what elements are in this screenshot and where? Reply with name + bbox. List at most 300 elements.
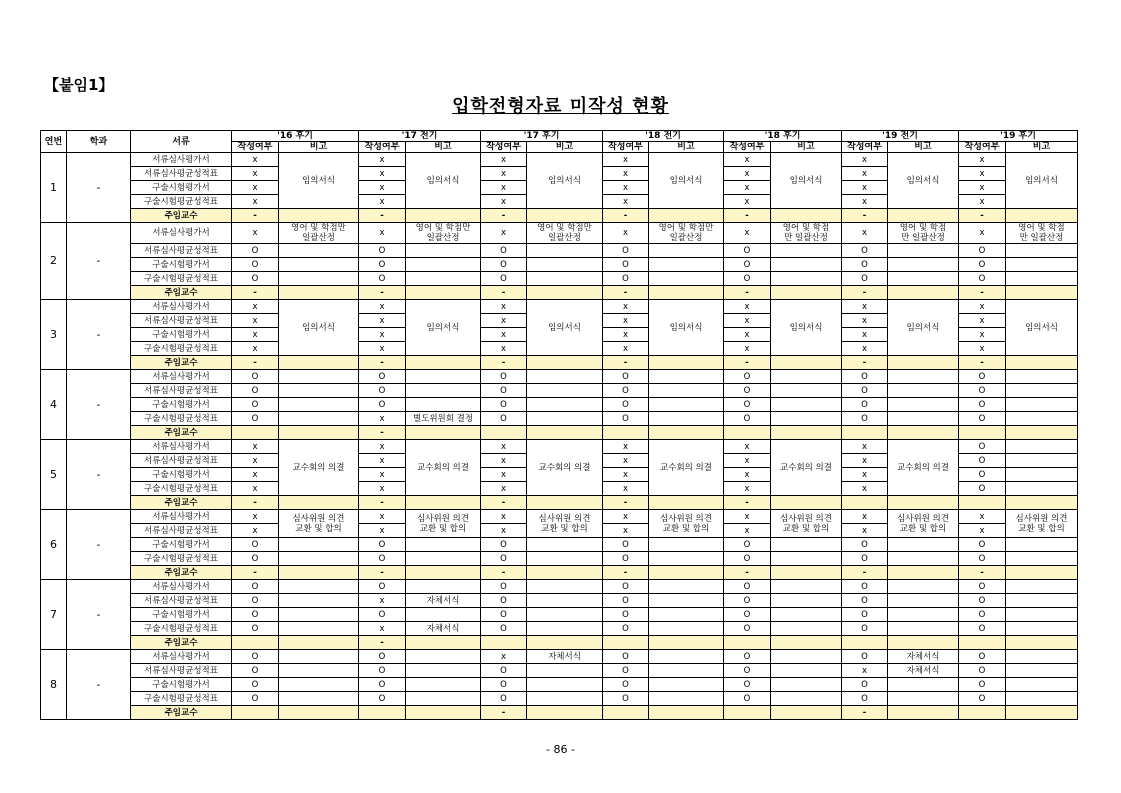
note-cell (527, 370, 603, 384)
professor-cell (649, 566, 724, 580)
written-status: x (481, 440, 527, 454)
written-status: O (232, 538, 279, 552)
written-status: O (724, 678, 771, 692)
note-cell (888, 692, 959, 706)
professor-cell: - (959, 566, 1006, 580)
written-status: O (959, 272, 1006, 286)
doc-name: 구술시험평균성적표 (131, 342, 232, 356)
written-status: x (603, 300, 649, 314)
written-status: O (603, 384, 649, 398)
written-status: x (842, 664, 888, 678)
note-cell (527, 580, 603, 594)
written-status: O (481, 692, 527, 706)
written-status: O (959, 580, 1006, 594)
written-status: O (842, 622, 888, 636)
note-cell: 심사위원 의견 교환 및 합의 (649, 510, 724, 538)
note-cell: 임의서식 (1006, 300, 1078, 356)
written-status: O (959, 552, 1006, 566)
professor-cell: - (842, 209, 888, 223)
page-number: - 86 - (546, 743, 575, 756)
professor-cell: - (603, 496, 649, 510)
written-status: x (603, 482, 649, 496)
written-status: x (842, 223, 888, 244)
written-status: x (481, 314, 527, 328)
header-term: '19 전기 (842, 131, 959, 142)
written-status: x (359, 167, 406, 181)
header-note: 비고 (888, 142, 959, 153)
professor-row (41, 426, 1078, 440)
note-cell (1006, 370, 1078, 384)
professor-cell (232, 426, 279, 440)
doc-name: 서류심사평균성적표 (131, 314, 232, 328)
written-status: x (724, 440, 771, 454)
note-cell (527, 594, 603, 608)
note-cell (888, 258, 959, 272)
professor-cell (649, 356, 724, 370)
professor-cell (527, 426, 603, 440)
written-status: x (359, 223, 406, 244)
note-cell (527, 412, 603, 426)
written-status: x (603, 440, 649, 454)
written-status: O (603, 398, 649, 412)
note-cell (649, 664, 724, 678)
written-status: O (481, 258, 527, 272)
written-status: x (481, 153, 527, 167)
table-row (41, 594, 1078, 608)
note-cell (771, 244, 842, 258)
written-status: x (603, 181, 649, 195)
written-status: x (359, 454, 406, 468)
written-status: x (724, 468, 771, 482)
table-row (41, 384, 1078, 398)
professor-cell (279, 706, 359, 720)
written-status: x (359, 482, 406, 496)
note-cell: 심사위원 의견 교환 및 합의 (406, 510, 481, 538)
professor-cell (406, 426, 481, 440)
row-number: 3 (41, 300, 67, 370)
dept-cell: - (67, 300, 131, 370)
professor-cell (527, 706, 603, 720)
written-status: x (359, 314, 406, 328)
header-note: 비고 (771, 142, 842, 153)
written-status: x (481, 300, 527, 314)
note-cell (279, 594, 359, 608)
note-cell (771, 608, 842, 622)
written-status: O (481, 608, 527, 622)
professor-cell: - (481, 209, 527, 223)
professor-cell (842, 496, 888, 510)
written-status: O (842, 552, 888, 566)
note-cell (279, 552, 359, 566)
written-status: x (232, 454, 279, 468)
written-status: O (959, 468, 1006, 482)
professor-cell: - (842, 706, 888, 720)
written-status: x (603, 342, 649, 356)
professor-cell (1006, 566, 1078, 580)
written-status: O (842, 594, 888, 608)
professor-cell (649, 636, 724, 650)
written-status: x (724, 524, 771, 538)
dept-cell: - (67, 440, 131, 510)
written-status: O (603, 412, 649, 426)
row-number: 7 (41, 580, 67, 650)
note-cell (1006, 594, 1078, 608)
written-status: O (232, 608, 279, 622)
written-status: x (959, 153, 1006, 167)
professor-cell (771, 566, 842, 580)
written-status: x (603, 314, 649, 328)
professor-cell: - (724, 209, 771, 223)
doc-name: 서류심사평가서 (131, 153, 232, 167)
note-cell (1006, 454, 1078, 468)
written-status: O (359, 272, 406, 286)
written-status: O (481, 370, 527, 384)
professor-cell: - (232, 356, 279, 370)
header-term: '17 전기 (359, 131, 481, 142)
note-cell (1006, 538, 1078, 552)
written-status: O (232, 552, 279, 566)
professor-label: 주임교수 (131, 636, 232, 650)
professor-label: 주임교수 (131, 496, 232, 510)
doc-name: 서류심사평가서 (131, 580, 232, 594)
written-status: x (842, 482, 888, 496)
written-status: x (842, 454, 888, 468)
note-cell: 임의서식 (771, 153, 842, 209)
written-status: x (724, 314, 771, 328)
professor-cell: - (359, 636, 406, 650)
written-status: O (603, 608, 649, 622)
written-status: O (959, 412, 1006, 426)
note-cell (527, 272, 603, 286)
written-status: x (232, 328, 279, 342)
written-status: x (359, 195, 406, 209)
header-term: '18 후기 (724, 131, 842, 142)
note-cell: 임의서식 (649, 153, 724, 209)
written-status: O (359, 244, 406, 258)
professor-cell (959, 706, 1006, 720)
note-cell (771, 258, 842, 272)
note-cell (649, 608, 724, 622)
note-cell: 자체서식 (527, 650, 603, 664)
table-row (41, 678, 1078, 692)
written-status: x (359, 181, 406, 195)
note-cell (279, 398, 359, 412)
written-status: x (724, 300, 771, 314)
table-row (41, 622, 1078, 636)
written-status: O (603, 552, 649, 566)
table-row (41, 412, 1078, 426)
professor-cell (406, 566, 481, 580)
professor-cell (406, 636, 481, 650)
written-status: x (481, 468, 527, 482)
note-cell (406, 678, 481, 692)
written-status: O (359, 650, 406, 664)
table-row (41, 258, 1078, 272)
note-cell (279, 538, 359, 552)
note-cell (649, 580, 724, 594)
note-cell (406, 244, 481, 258)
note-cell (406, 384, 481, 398)
professor-cell: - (232, 209, 279, 223)
written-status: O (959, 454, 1006, 468)
written-status: O (359, 370, 406, 384)
written-status: x (232, 153, 279, 167)
written-status: O (959, 692, 1006, 706)
note-cell (1006, 398, 1078, 412)
note-cell (406, 398, 481, 412)
note-cell: 영어 및 학점 만 일괄산정 (888, 223, 959, 244)
written-status: O (842, 412, 888, 426)
note-cell: 교수회의 의결 (649, 440, 724, 496)
professor-cell (888, 286, 959, 300)
written-status: O (842, 258, 888, 272)
note-cell (649, 258, 724, 272)
table-row (41, 510, 1078, 524)
note-cell (771, 664, 842, 678)
note-cell: 임의서식 (279, 300, 359, 356)
written-status: O (603, 272, 649, 286)
header-note: 비고 (406, 142, 481, 153)
written-status: O (359, 692, 406, 706)
professor-cell (603, 636, 649, 650)
written-status: O (359, 538, 406, 552)
professor-cell (603, 706, 649, 720)
professor-cell (771, 426, 842, 440)
written-status: x (481, 524, 527, 538)
doc-name: 구술시험평균성적표 (131, 692, 232, 706)
header-note: 비고 (1006, 142, 1078, 153)
row-number: 2 (41, 223, 67, 300)
table-row (41, 153, 1078, 167)
written-status: O (603, 664, 649, 678)
written-status: x (724, 482, 771, 496)
professor-cell: - (959, 356, 1006, 370)
doc-name: 구술시험평가서 (131, 468, 232, 482)
written-status: x (724, 223, 771, 244)
note-cell: 임의서식 (888, 300, 959, 356)
written-status: O (603, 650, 649, 664)
note-cell (771, 272, 842, 286)
professor-label: 주임교수 (131, 356, 232, 370)
written-status: x (603, 524, 649, 538)
written-status: O (232, 244, 279, 258)
note-cell: 자체서식 (888, 650, 959, 664)
doc-name: 구술시험평가서 (131, 328, 232, 342)
note-cell (1006, 244, 1078, 258)
note-cell (888, 552, 959, 566)
note-cell (279, 678, 359, 692)
note-cell (279, 384, 359, 398)
written-status: x (481, 167, 527, 181)
professor-cell (1006, 496, 1078, 510)
note-cell (527, 398, 603, 412)
professor-cell (406, 286, 481, 300)
professor-cell (527, 636, 603, 650)
professor-cell (724, 636, 771, 650)
note-cell (1006, 678, 1078, 692)
note-cell (649, 552, 724, 566)
note-cell (406, 580, 481, 594)
professor-cell (1006, 356, 1078, 370)
professor-cell: - (603, 209, 649, 223)
table-row (41, 370, 1078, 384)
doc-name: 구술시험평가서 (131, 258, 232, 272)
professor-label: 주임교수 (131, 566, 232, 580)
row-number: 6 (41, 510, 67, 580)
note-cell: 자체서식 (406, 594, 481, 608)
header-written: 작성여부 (603, 142, 649, 153)
dept-cell: - (67, 153, 131, 223)
professor-cell (888, 636, 959, 650)
written-status: x (603, 468, 649, 482)
professor-row (41, 209, 1078, 223)
written-status: O (359, 678, 406, 692)
written-status: x (603, 195, 649, 209)
written-status: x (232, 524, 279, 538)
table-row (41, 272, 1078, 286)
table-row (41, 244, 1078, 258)
written-status: O (481, 552, 527, 566)
header-term: '18 전기 (603, 131, 724, 142)
written-status: O (842, 678, 888, 692)
professor-cell (406, 496, 481, 510)
professor-cell (232, 636, 279, 650)
dept-cell: - (67, 223, 131, 300)
written-status: O (724, 412, 771, 426)
written-status: O (724, 552, 771, 566)
professor-label: 주임교수 (131, 426, 232, 440)
written-status: x (959, 510, 1006, 524)
written-status: O (724, 664, 771, 678)
note-cell (649, 622, 724, 636)
professor-cell: - (603, 566, 649, 580)
written-status: O (481, 384, 527, 398)
written-status: O (232, 650, 279, 664)
professor-cell: - (481, 356, 527, 370)
written-status: O (842, 538, 888, 552)
professor-cell (232, 706, 279, 720)
note-cell: 영어 및 학점만 일괄산정 (649, 223, 724, 244)
note-cell (279, 650, 359, 664)
professor-cell: - (359, 496, 406, 510)
written-status: x (724, 510, 771, 524)
written-status: x (603, 153, 649, 167)
table-header (41, 131, 1078, 153)
professor-row (41, 636, 1078, 650)
written-status: O (232, 258, 279, 272)
doc-name: 서류심사평균성적표 (131, 167, 232, 181)
written-status: x (359, 510, 406, 524)
written-status: x (842, 167, 888, 181)
note-cell (888, 622, 959, 636)
professor-cell (842, 636, 888, 650)
note-cell: 교수회의 의결 (406, 440, 481, 496)
doc-name: 서류심사평균성적표 (131, 244, 232, 258)
professor-cell (279, 286, 359, 300)
note-cell (1006, 552, 1078, 566)
written-status: x (232, 314, 279, 328)
doc-name: 구술시험평가서 (131, 398, 232, 412)
written-status: x (842, 328, 888, 342)
written-status: x (603, 510, 649, 524)
written-status: O (359, 608, 406, 622)
table-row (41, 223, 1078, 244)
professor-cell: - (359, 286, 406, 300)
doc-name: 구술시험평균성적표 (131, 272, 232, 286)
note-cell (649, 678, 724, 692)
written-status: x (232, 342, 279, 356)
written-status: O (232, 664, 279, 678)
table-body (41, 153, 1078, 720)
written-status: x (481, 342, 527, 356)
written-status: O (842, 370, 888, 384)
written-status: O (842, 608, 888, 622)
professor-cell (481, 636, 527, 650)
written-status: x (232, 167, 279, 181)
note-cell: 영어 및 학점만 일괄산정 (406, 223, 481, 244)
professor-cell (279, 636, 359, 650)
note-cell (1006, 608, 1078, 622)
note-cell (888, 580, 959, 594)
header-note: 비고 (279, 142, 359, 153)
note-cell (279, 244, 359, 258)
written-status: O (959, 384, 1006, 398)
written-status: x (724, 454, 771, 468)
professor-cell (279, 356, 359, 370)
written-status: O (724, 258, 771, 272)
table-row (41, 580, 1078, 594)
doc-name: 구술시험평균성적표 (131, 622, 232, 636)
professor-cell (888, 426, 959, 440)
written-status: O (359, 664, 406, 678)
professor-cell (359, 706, 406, 720)
header-dept: 학과 (67, 131, 131, 153)
written-status: x (232, 482, 279, 496)
professor-cell: - (842, 356, 888, 370)
status-table (40, 130, 1078, 720)
written-status: x (232, 195, 279, 209)
professor-cell: - (959, 286, 1006, 300)
header-term: '16 후기 (232, 131, 359, 142)
written-status: O (603, 538, 649, 552)
written-status: O (724, 608, 771, 622)
note-cell (649, 244, 724, 258)
note-cell (406, 370, 481, 384)
written-status: O (959, 258, 1006, 272)
written-status: O (842, 650, 888, 664)
note-cell (406, 608, 481, 622)
note-cell (888, 538, 959, 552)
professor-cell (959, 426, 1006, 440)
doc-name: 서류심사평균성적표 (131, 524, 232, 538)
note-cell (649, 594, 724, 608)
written-status: O (842, 244, 888, 258)
note-cell (649, 370, 724, 384)
written-status: O (724, 244, 771, 258)
written-status: x (359, 468, 406, 482)
written-status: O (481, 398, 527, 412)
professor-cell (1006, 426, 1078, 440)
professor-cell: - (724, 496, 771, 510)
professor-cell (527, 209, 603, 223)
note-cell (527, 622, 603, 636)
written-status: x (959, 195, 1006, 209)
note-cell (406, 664, 481, 678)
written-status: x (959, 181, 1006, 195)
note-cell (1006, 468, 1078, 482)
doc-name: 서류심사평균성적표 (131, 384, 232, 398)
professor-cell: - (724, 286, 771, 300)
